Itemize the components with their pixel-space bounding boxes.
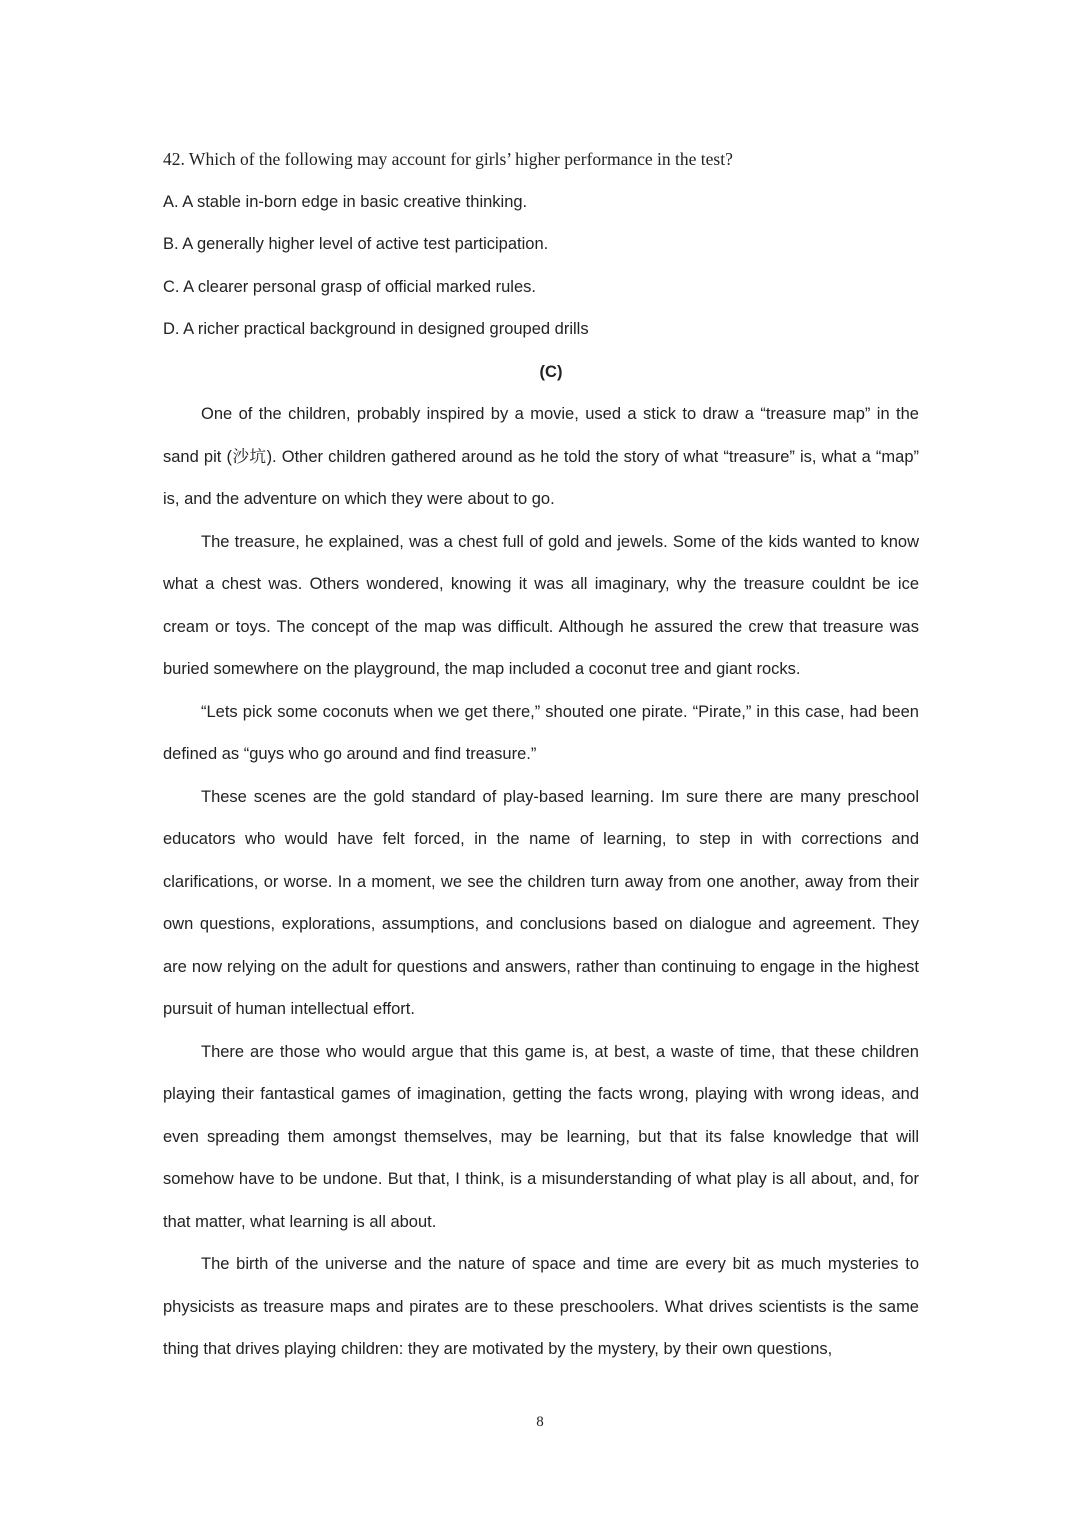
passage-paragraph-5: There are those who would argue that this game is, at best, a waste of time, that these children playing their fantastical games of imagination, getting the facts wrong, playing with wrong ideas, and even spreading them amongst themselves, may be learning, but that its false knowledge that will somehow have to be undone. But that, I think, is a misunderstanding of what play is all about, and, for that matter, what learning is all about. bbox=[163, 1042, 919, 1231]
exam-page-body bbox=[163, 138, 919, 1371]
passage-paragraph-2: The treasure, he explained, was a chest full of gold and jewels. Some of the kids wanted to know what a chest was. Others wondered, knowing it was all imaginary, why the treasure couldnt be ice cream or toys. The concept of the map was difficult. Although he assured the crew that treasure was buried somewhere on the playground, the map included a coconut tree and giant rocks. bbox=[163, 532, 919, 678]
passage-paragraph-3: “Lets pick some coconuts when we get there,” shouted one pirate. “Pirate,” in this case, had been defined as “guys who go around and find treasure.” bbox=[163, 702, 919, 763]
option-c: C. A clearer personal grasp of official marked rules. bbox=[163, 277, 536, 296]
section-heading-c: (C) bbox=[539, 362, 563, 381]
passage-paragraph-6: The birth of the universe and the nature of space and time are every bit as much mysteries to physicists as treasure maps and pirates are to these preschoolers. What drives scientists is the same thing that drives playing children: they are motivated by the mystery, by their own questions, bbox=[163, 1255, 919, 1358]
passage-paragraph-4: These scenes are the gold standard of play-based learning. Im sure there are many preschool educators who would have felt forced, in the name of learning, to step in with corrections and clarifications, or worse. In a moment, we see the children turn away from one another, away from their own questions, explorations, assumptions, and conclusions based on dialogue and agreement. They are now relying on the adult for questions and answers, rather than continuing to engage in the highest pursuit of human intellectual effort. bbox=[163, 787, 919, 1018]
passage-paragraph-1: One of the children, probably inspired by a movie, used a stick to draw a “treasure map” in the sand pit (沙坑). Other children gathered around as he told the story of what “treasure” is, what a “map” is, and the adventure on which they were about to go. bbox=[163, 405, 919, 508]
option-a: A. A stable in-born edge in basic creative thinking. bbox=[163, 192, 528, 211]
option-d: D. A richer practical background in designed grouped drills bbox=[163, 320, 589, 338]
option-b: B. A generally higher level of active test participation. bbox=[163, 235, 549, 253]
page-number: 8 bbox=[536, 1414, 544, 1430]
question-42-stem: 42. Which of the following may account for girls’ higher performance in the test? bbox=[163, 149, 733, 169]
